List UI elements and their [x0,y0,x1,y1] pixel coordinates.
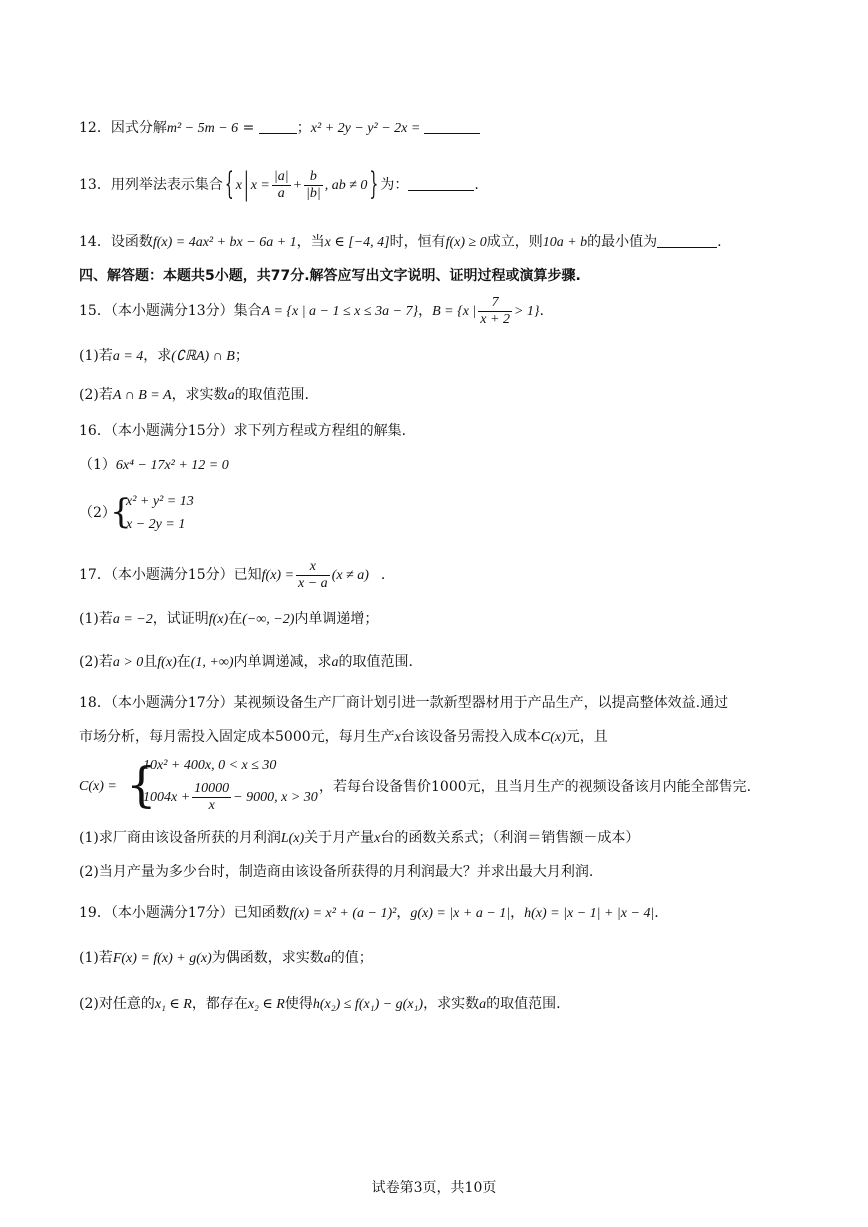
question-12 [79,118,480,139]
q16-p1-label: （1） [79,457,116,473]
q17-p1-d: 内单调递增； [294,611,379,627]
q17-p1-int: (−∞, −2) [242,612,295,627]
q18-case2 [143,781,318,815]
q19-p2-ineq: h(x₂) ≤ f(x₁) − g(x₁) [312,997,424,1012]
q17-p2-var: a [331,655,339,670]
q18-p1-a: (1)求厂商由该设备所获的月利润 [79,830,281,846]
q19-end: . [654,905,659,921]
q17-p2-cond: a > 0 [112,655,144,670]
q15-p1-b: ，求 [143,348,172,364]
q18-line2-cx: C(x) [540,730,566,745]
q15-p2-b: ，求实数 [171,387,228,403]
q14-cond: x ∈ [−4, 4] [324,235,390,250]
q18-p1-b: 关于月产量 [304,830,375,846]
q18-line2-var: x [394,730,401,745]
q14-text-a: 14．设函数 [79,234,153,250]
q12-sep: ； [296,120,311,136]
q12-expr2: x² + 2y − y² − 2x = [310,121,421,136]
q15-p2-var: a [227,388,235,403]
question-17-part2 [79,652,413,673]
q15-p1-end: ； [234,348,249,364]
q18-tail: ，若每台设备售价1000元，且当月生产的视频设备该月内能全部售完. [319,779,752,795]
q15-p2-c: 的取值范围. [234,387,310,403]
q14-blank [657,233,717,248]
q12-blank1 [259,119,297,134]
q19-head: 19．（本小题满分17分）已知函数 [79,905,290,921]
q15-setB-post: > 1} [513,304,540,319]
q19-p2-e: 的取值范围. [486,996,561,1012]
q12-eq: = [238,120,259,136]
q12-blank2 [424,119,480,134]
q18-line2-c: 元，且 [565,729,608,745]
q19-p1-var: a [323,951,331,966]
question-18-part1 [79,828,639,849]
question-16-part1 [79,455,229,476]
q17-p1-fx: f(x) [208,612,229,627]
q17-p2-d: 内单调递减，求 [233,654,332,670]
q13-set-var: x [235,178,242,193]
q19-p2-x2: x₂ ∈ R [247,997,285,1012]
q17-p1-c: 在 [228,611,243,627]
section-title: 四、解答题：本题共5小题，共77分.解答应写出文字说明、证明过程或演算步骤. [79,268,581,284]
q16-p2-eq1: x² + y² = 13 [126,494,194,509]
q15-end: . [539,303,544,319]
q19-p2-var: a [479,997,487,1012]
q19-p1-a: (1)若 [79,950,113,966]
q18-case1: 10x² + 400x, 0 < x ≤ 30 [143,758,277,773]
q13-tail: 为： [380,177,409,193]
q17-end: . [380,567,386,583]
q13-x-eq: x = [250,178,270,193]
q13-frac-a: $\frac{|a|}{a}$ [273,168,289,201]
question-18-line1: 18．（本小题满分17分）某视频设备生产厂商计划引进一款新型器材用于产品生产，以提高整体效益.通过 [79,695,729,711]
q19-p1-fx: F(x) = f(x) + g(x) [112,951,212,966]
q18-p1-c: 台的函数关系式；（利润＝销售额－成本） [380,830,640,846]
question-19-part1 [79,948,373,969]
q14-fx: f(x) = 4ax² + bx − 6a + 1 [152,235,297,250]
q15-p2-cond: A ∩ B = A [112,388,172,403]
q15-p1-a: (1)若 [79,348,113,364]
q13-set-divider: | [243,167,249,203]
question-15-head [79,294,544,329]
q15-p1-expr: (∁ℝA) ∩ B [171,349,235,364]
question-14 [79,232,722,253]
question-17-part1 [79,609,378,630]
q17-head: 17．（本小题满分15分）已知 [79,567,262,583]
q13-set-close-brace: } [369,167,379,203]
q14-text-c: 时，恒有 [389,234,446,250]
q14-text-d: 成立，则 [486,234,543,250]
q18-case2-a: 1004x + [143,790,191,805]
question-18-line2 [79,727,608,748]
q17-cond: (x ≠ a) [331,568,369,583]
question-19-head [79,903,659,924]
q19-sep2: ， [510,905,525,921]
question-19-part2 [79,994,561,1015]
q19-hx: h(x) = |x − 1| + |x − 4| [524,906,655,921]
q17-p2-a: (2)若 [79,654,113,670]
q18-case2-b: − 9000, x > 30 [233,790,318,805]
question-15-part2 [79,385,309,406]
q15-setB-frac: $\frac{7}{x + 2}$ [480,294,510,327]
q13-set-open-brace: { [224,167,234,203]
q16-p1-eq: 6x⁴ − 17x² + 12 = 0 [115,458,229,473]
question-13: 13．用列举法表示集合 { x | x = $\frac{|a|}{a}$ + $\frac{b}{|b|}$ , ab ≠ 0 } 为： . [79,166,479,205]
q17-p2-int: (1, +∞) [190,655,234,670]
q18-case2-frac: $\frac{10000}{x}$ [194,781,230,814]
q17-p1-a: (1)若 [79,611,113,627]
q15-p2-a: (2)若 [79,387,113,403]
q15-setB-pre: B = {x | [432,304,477,319]
page-footer: 试卷第3页，共10页 [371,1180,497,1196]
q17-p1-b: ，试证明 [152,611,209,627]
q18-p1-lx: L(x) [280,831,305,846]
q19-fx: f(x) = x² + (a − 1)² [289,906,397,921]
q14-ineq: f(x) ≥ 0 [445,235,487,250]
q19-p2-c: 使得 [284,996,313,1012]
q19-gx: g(x) = |x + a − 1| [410,906,511,921]
question-16-part2-label: （2） [79,505,116,521]
q16-system-brace: { [110,492,132,532]
q18-line2-a: 市场分析，每月需投入固定成本5000元，每月生产 [79,729,395,745]
q17-p2-fx: f(x) [157,655,177,670]
q15-p1-cond: a = 4 [112,349,144,364]
q18-line2-b: 台该设备另需投入成本 [400,729,541,745]
q18-cx-label: C(x) = [79,779,117,794]
q15-head: 15．（本小题满分13分）集合 [79,303,262,319]
question-17-head [79,558,385,593]
q17-fx-pre: f(x) = [261,568,295,583]
q17-frac: $\frac{x}{x - a}$ [298,558,328,591]
q17-p1-cond: a = −2 [112,612,153,627]
q17-p2-c: 在 [176,654,191,670]
q19-p2-d: ，求实数 [423,996,480,1012]
question-18-part2: (2)当月产量为多少台时，制造商由该设备所获得的月利润最大？并求出最大月利润. [79,864,594,880]
q18-piecewise-brace: { [126,757,157,813]
q13-label: 13．用列举法表示集合 [79,177,223,193]
q12-label: 12．因式分解 [79,120,167,136]
q15-setA: A = {x | a − 1 ≤ x ≤ 3a − 7} [261,304,419,319]
q19-sep1: ， [396,905,411,921]
q17-p2-b: 且 [143,654,158,670]
q16-p2-eq2: x − 2y = 1 [126,517,186,532]
q14-target: 10a + b [542,235,588,250]
q19-p2-b: ，都存在 [191,996,248,1012]
q19-p2-a: (2)对任意的 [79,996,155,1012]
q13-blank [408,176,474,191]
q13-frac-b: $\frac{b}{|b|}$ [306,168,321,201]
q19-p2-x1: x₁ ∈ R [154,997,192,1012]
q18-p1-var: x [374,831,381,846]
question-16-head: 16．（本小题满分15分）求下列方程或方程组的解集. [79,423,407,439]
q14-text-e: 的最小值为 [587,234,658,250]
q19-p1-b: 为偶函数，求实数 [211,950,324,966]
q17-p2-e: 的取值范围. [338,654,413,670]
question-15-part1 [79,346,249,367]
q13-end: . [474,177,479,193]
q19-p1-c: 的值； [330,950,373,966]
q12-expr1: m² − 5m − 6 [166,121,239,136]
q15-comma: ， [418,303,433,319]
q13-cond: , ab ≠ 0 [324,178,368,193]
q14-end: . [717,234,722,250]
q14-text-b: ，当 [296,234,325,250]
